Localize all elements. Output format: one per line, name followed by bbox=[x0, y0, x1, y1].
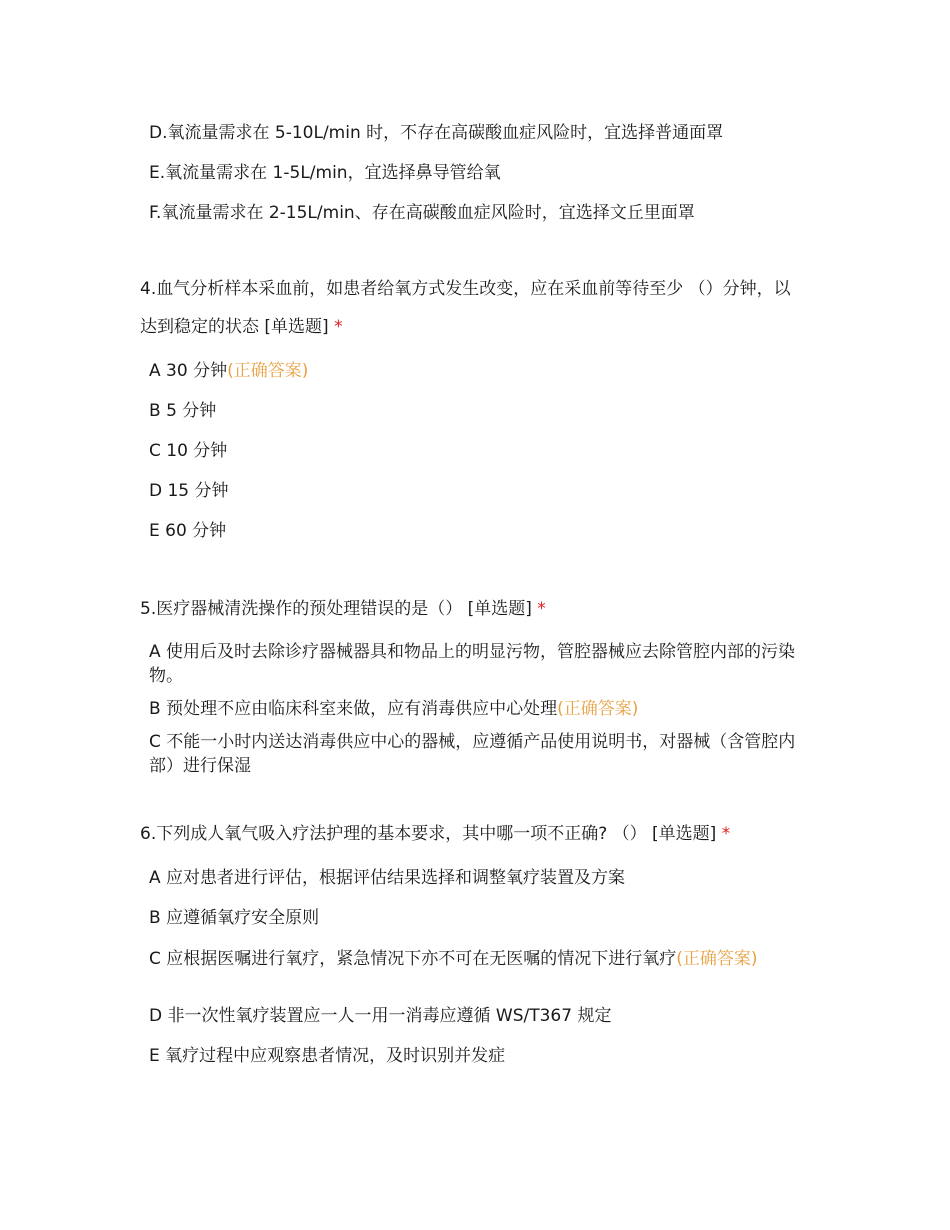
option-list bbox=[149, 867, 810, 1085]
option-c[interactable]: C 不能一小时内送达消毒供应中心的器械，应遵循产品使用说明书，对器械（含管腔内部）进行保湿 bbox=[149, 732, 796, 776]
correct-answer-tag: (正确答案) bbox=[557, 699, 639, 719]
required-mark: * bbox=[334, 317, 343, 337]
question-4 bbox=[140, 270, 810, 560]
option-list bbox=[149, 360, 810, 560]
previous-question-options bbox=[149, 122, 809, 242]
correct-answer-tag: (正确答案) bbox=[227, 361, 309, 381]
option-a[interactable]: A 应对患者进行评估，根据评估结果选择和调整氧疗装置及方案 bbox=[149, 868, 626, 888]
required-mark: * bbox=[537, 599, 546, 619]
option-b[interactable]: B 应遵循氧疗安全原则 bbox=[149, 908, 320, 928]
required-mark: * bbox=[721, 824, 731, 844]
option-d[interactable]: D 非一次性氧疗装置应一人一用一消毒应遵循 WS/T367 规定 bbox=[149, 1006, 612, 1026]
option-e[interactable]: E.氧流量需求在 1-5L/min，宜选择鼻导管给氧 bbox=[149, 163, 501, 183]
option-a[interactable]: A 使用后及时去除诊疗器械器具和物品上的明显污物，管腔器械应去除管腔内部的污染物。 bbox=[149, 642, 796, 686]
question-title: 4.血气分析样本采血前，如患者给氧方式发生改变，应在采血前等待至少 （）分钟，以达到稳定的状态 [单选题] * bbox=[140, 279, 791, 337]
option-f[interactable]: F.氧流量需求在 2-15L/min、存在高碳酸血症风险时，宜选择文丘里面罩 bbox=[149, 203, 695, 223]
option-d[interactable]: D.氧流量需求在 5-10L/min 时，不存在高碳酸血症风险时，宜选择普通面罩 bbox=[149, 123, 724, 143]
question-6 bbox=[140, 815, 810, 1085]
question-5 bbox=[140, 590, 810, 787]
option-d[interactable]: D 15 分钟 bbox=[149, 481, 229, 501]
option-e[interactable]: E 60 分钟 bbox=[149, 521, 227, 541]
option-b[interactable]: B 预处理不应由临床科室来做，应有消毒供应中心处理(正确答案) bbox=[149, 699, 639, 719]
question-title: 6.下列成人氧气吸入疗法护理的基本要求，其中哪一项不正确? （） [单选题] * bbox=[140, 824, 731, 844]
option-c[interactable]: C 10 分钟 bbox=[149, 441, 228, 461]
option-list bbox=[149, 640, 810, 778]
option-a[interactable]: A 30 分钟(正确答案) bbox=[149, 361, 309, 381]
correct-answer-tag: (正确答案) bbox=[676, 949, 758, 969]
question-title: 5.医疗器械清洗操作的预处理错误的是（） [单选题] * bbox=[140, 599, 546, 619]
option-e[interactable]: E 氧疗过程中应观察患者情况，及时识别并发症 bbox=[149, 1046, 506, 1066]
option-b[interactable]: B 5 分钟 bbox=[149, 401, 217, 421]
option-c[interactable]: C 应根据医嘱进行氧疗，紧急情况下亦不可在无医嘱的情况下进行氧疗(正确答案) bbox=[149, 949, 758, 969]
